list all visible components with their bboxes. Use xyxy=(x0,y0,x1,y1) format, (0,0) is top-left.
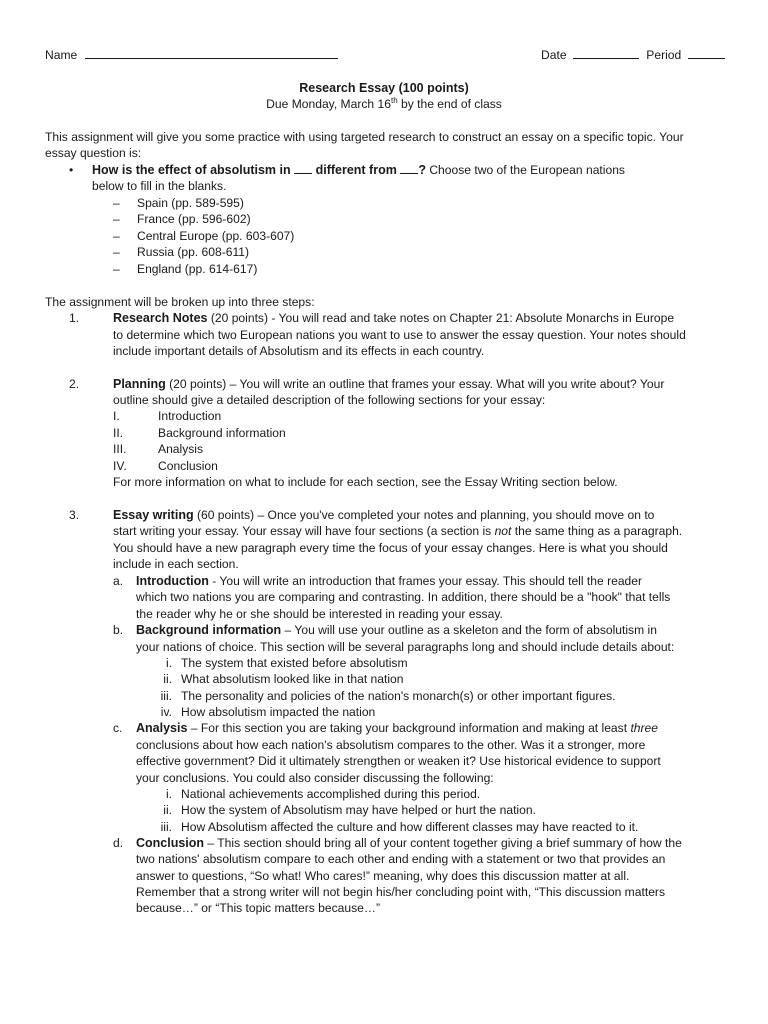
background-item: The personality and policies of the nation's monarch(s) or other important figures. xyxy=(181,689,616,703)
conclusion-section-line-2: two nations' absolutism compare to each other and ending with a statement or two that provides an xyxy=(136,852,666,866)
document-title: Research Essay (100 points) xyxy=(299,81,469,95)
date-period-field xyxy=(541,47,725,63)
analysis-item: National achievements accomplished during this period. xyxy=(181,787,481,801)
due-date: Due Monday, March 16th by the end of class xyxy=(266,95,502,111)
step3-line-3: You should have a new paragraph every time the focus of your essay changes. Here is what you should xyxy=(113,541,668,555)
step-number: 2. xyxy=(69,377,80,391)
period-blank xyxy=(688,47,725,59)
nation-item: Russia (pp. 608-611) xyxy=(137,245,250,259)
analysis-item: How Absolutism affected the culture and how different classes may have reacted to it. xyxy=(181,820,639,834)
step1-line-3: include important details of Absolutism and its effects in each country. xyxy=(113,344,485,358)
nation-item: Spain (pp. 589-595) xyxy=(137,196,244,210)
outline-item: Background information xyxy=(158,426,286,440)
outline-numeral: III. xyxy=(113,442,127,456)
steps-intro: The assignment will be broken up into three steps: xyxy=(45,295,315,309)
conclusion-section-line-4: Remember that a strong writer will not begin his/her concluding point with, “This discussion matters xyxy=(136,885,665,899)
outline-numeral: I. xyxy=(113,409,120,423)
step2-line-1: Planning (20 points) – You will write an outline that frames your essay. What will you write about? Your xyxy=(113,377,665,391)
step2-line-2: outline should give a detailed description of the following sections for your essay: xyxy=(113,393,546,407)
analysis-section-line-1: Analysis – For this section you are taking your background information and making at least three xyxy=(136,721,659,735)
step-number: 1. xyxy=(69,311,80,325)
date-blank xyxy=(573,47,639,59)
name-blank xyxy=(85,47,338,59)
dash-icon: – xyxy=(113,245,120,259)
nation-item: England (pp. 614-617) xyxy=(137,262,258,276)
outline-item: Conclusion xyxy=(158,459,218,473)
roman-numeral: iii. xyxy=(160,820,172,834)
section-letter: c. xyxy=(113,721,123,735)
roman-numeral: iii. xyxy=(160,689,172,703)
intro-line-1: This assignment will give you some practice with using targeted research to construct an essay on a specific topic. Your xyxy=(45,130,684,144)
step3-line-4: include in each section. xyxy=(113,557,239,571)
step2-line-3: For more information on what to include for each section, see the Essay Writing section below. xyxy=(113,475,618,489)
intro-line-2: essay question is: xyxy=(45,146,142,160)
background-item: The system that existed before absolutism xyxy=(181,656,408,670)
intro-section-line-2: which two nations you are comparing and contrasting. In addition, there should be a "hook" that tells xyxy=(136,590,671,604)
step1-line-1: Research Notes (20 points) - You will read and take notes on Chapter 21: Absolute Monarchs in Europe xyxy=(113,311,675,325)
dash-icon: – xyxy=(113,262,120,276)
outline-numeral: II. xyxy=(113,426,124,440)
name-field xyxy=(45,47,338,63)
analysis-item: How the system of Absolutism may have helped or hurt the nation. xyxy=(181,803,536,817)
roman-numeral: ii. xyxy=(163,672,172,686)
conclusion-section-line-3: answer to questions, “So what! Who cares!” meaning, why does this discussion matter at all. xyxy=(136,869,630,883)
essay-question-line-2: below to fill in the blanks. xyxy=(92,179,227,193)
background-item: What absolutism looked like in that nation xyxy=(181,672,404,686)
outline-item: Analysis xyxy=(158,442,204,456)
step-number: 3. xyxy=(69,508,80,522)
dash-icon: – xyxy=(113,196,120,210)
intro-section-line-3: the reader why he or she should be interested in reading your essay. xyxy=(136,607,503,621)
nation-item: Central Europe (pp. 603-607) xyxy=(137,229,295,243)
analysis-section-line-3: effective government? Did it ultimately strengthen or weaken it? Use historical evidence to support xyxy=(136,754,661,768)
step1-line-2: to determine which two European nations you want to use to answer the essay question. Your notes should xyxy=(113,328,686,342)
dash-icon: – xyxy=(113,229,120,243)
roman-numeral: iv. xyxy=(160,705,172,719)
dash-icon: – xyxy=(113,212,120,226)
step3-line-2: start writing your essay. Your essay will have four sections (a section is not the same thing as a paragraph. xyxy=(113,524,683,538)
conclusion-section-line-5: because…” or “This topic matters because…” xyxy=(136,901,380,915)
section-letter: d. xyxy=(113,836,124,850)
outline-item: Introduction xyxy=(158,409,222,423)
nation-item: France (pp. 596-602) xyxy=(137,212,251,226)
roman-numeral: ii. xyxy=(163,803,172,817)
step3-line-1: Essay writing (60 points) – Once you've completed your notes and planning, you should move on to xyxy=(113,508,655,522)
outline-numeral: IV. xyxy=(113,459,127,473)
roman-numeral: i. xyxy=(165,656,172,670)
section-letter: a. xyxy=(113,574,124,588)
period-label: Period xyxy=(646,48,682,62)
bullet-icon: • xyxy=(69,163,74,177)
background-section-line-2: your nations of choice. This section will be several paragraphs long and should include details about: xyxy=(136,640,675,654)
analysis-section-line-4: your conclusions. You could also consider discussing the following: xyxy=(136,771,494,785)
name-label: Name xyxy=(45,48,78,62)
background-section-line-1: Background information – You will use your outline as a skeleton and the form of absolutism in xyxy=(136,623,657,637)
section-letter: b. xyxy=(113,623,124,637)
intro-section-line-1: Introduction - You will write an introduction that frames your essay. This should tell the reader xyxy=(136,574,643,588)
background-item: How absolutism impacted the nation xyxy=(181,705,376,719)
analysis-section-line-2: conclusions about how each nation's absolutism compares to the other. Was it a stronger, more xyxy=(136,738,646,752)
essay-question: How is the effect of absolutism in different from ? Choose two of the European nations xyxy=(92,163,625,177)
date-label: Date xyxy=(541,48,567,62)
roman-numeral: i. xyxy=(165,787,172,801)
conclusion-section-line-1: Conclusion – This section should bring all of your content together giving a brief summary of how the xyxy=(136,836,682,850)
